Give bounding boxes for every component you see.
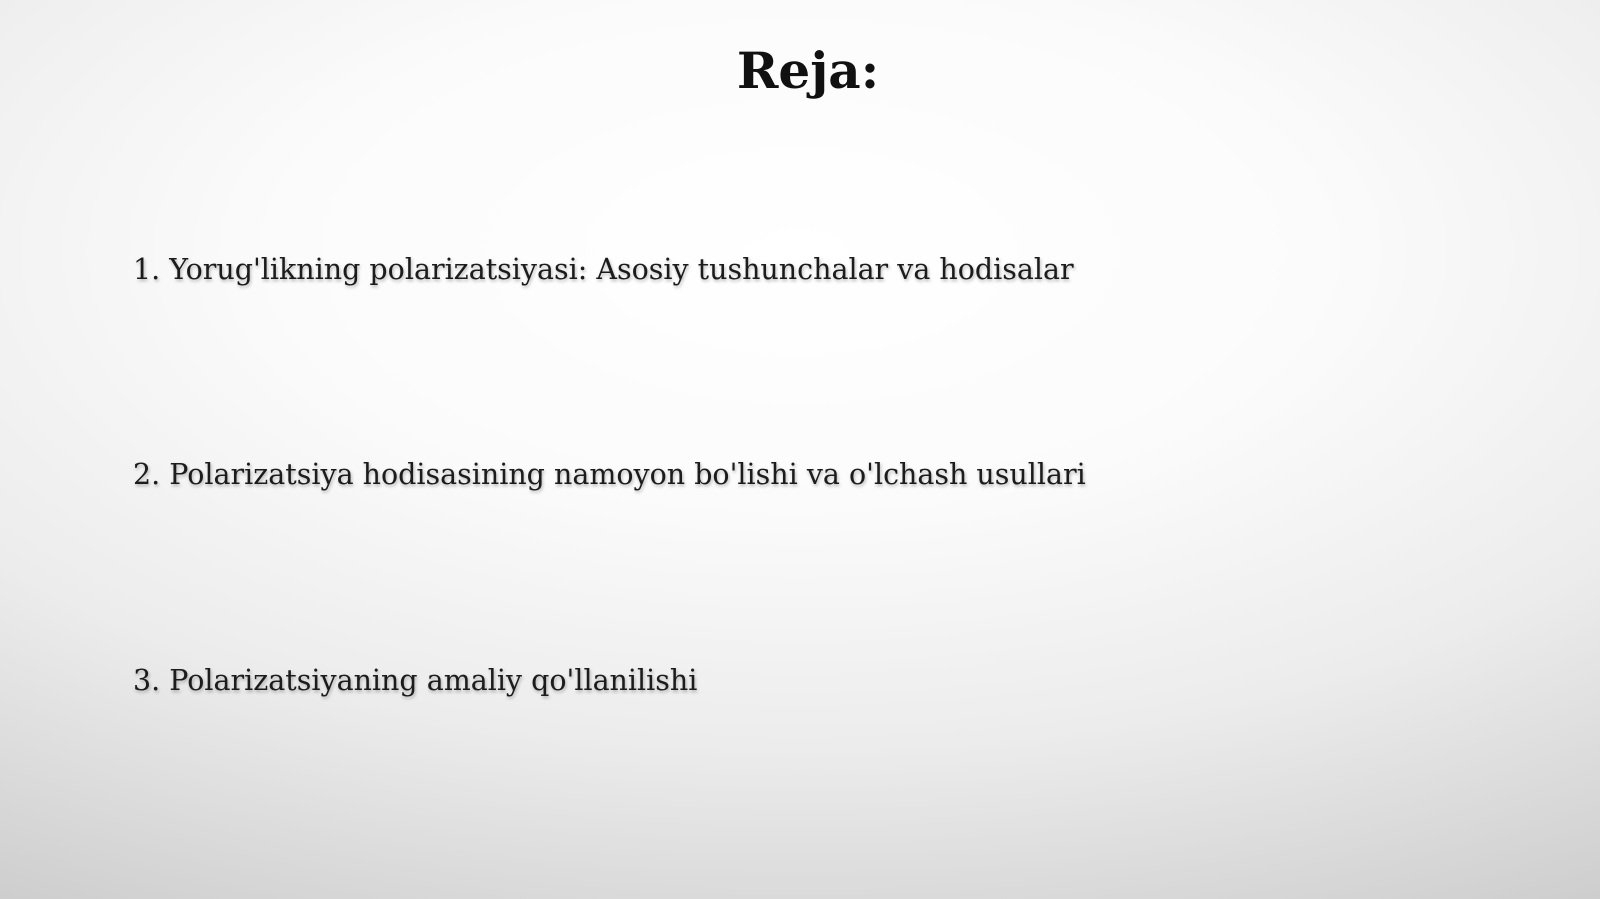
plan-item-1: 1. Yorug'likning polarizatsiyasi: Asosiy tushunchalar va hodisalar [133,253,1074,286]
plan-item-2: 2. Polarizatsiya hodisasining namoyon bo'lishi va o'lchash usullari [133,458,1086,491]
slide-title: Reja: [736,41,880,100]
plan-item-3: 3. Polarizatsiyaning amaliy qo'llanilishi [133,664,698,697]
